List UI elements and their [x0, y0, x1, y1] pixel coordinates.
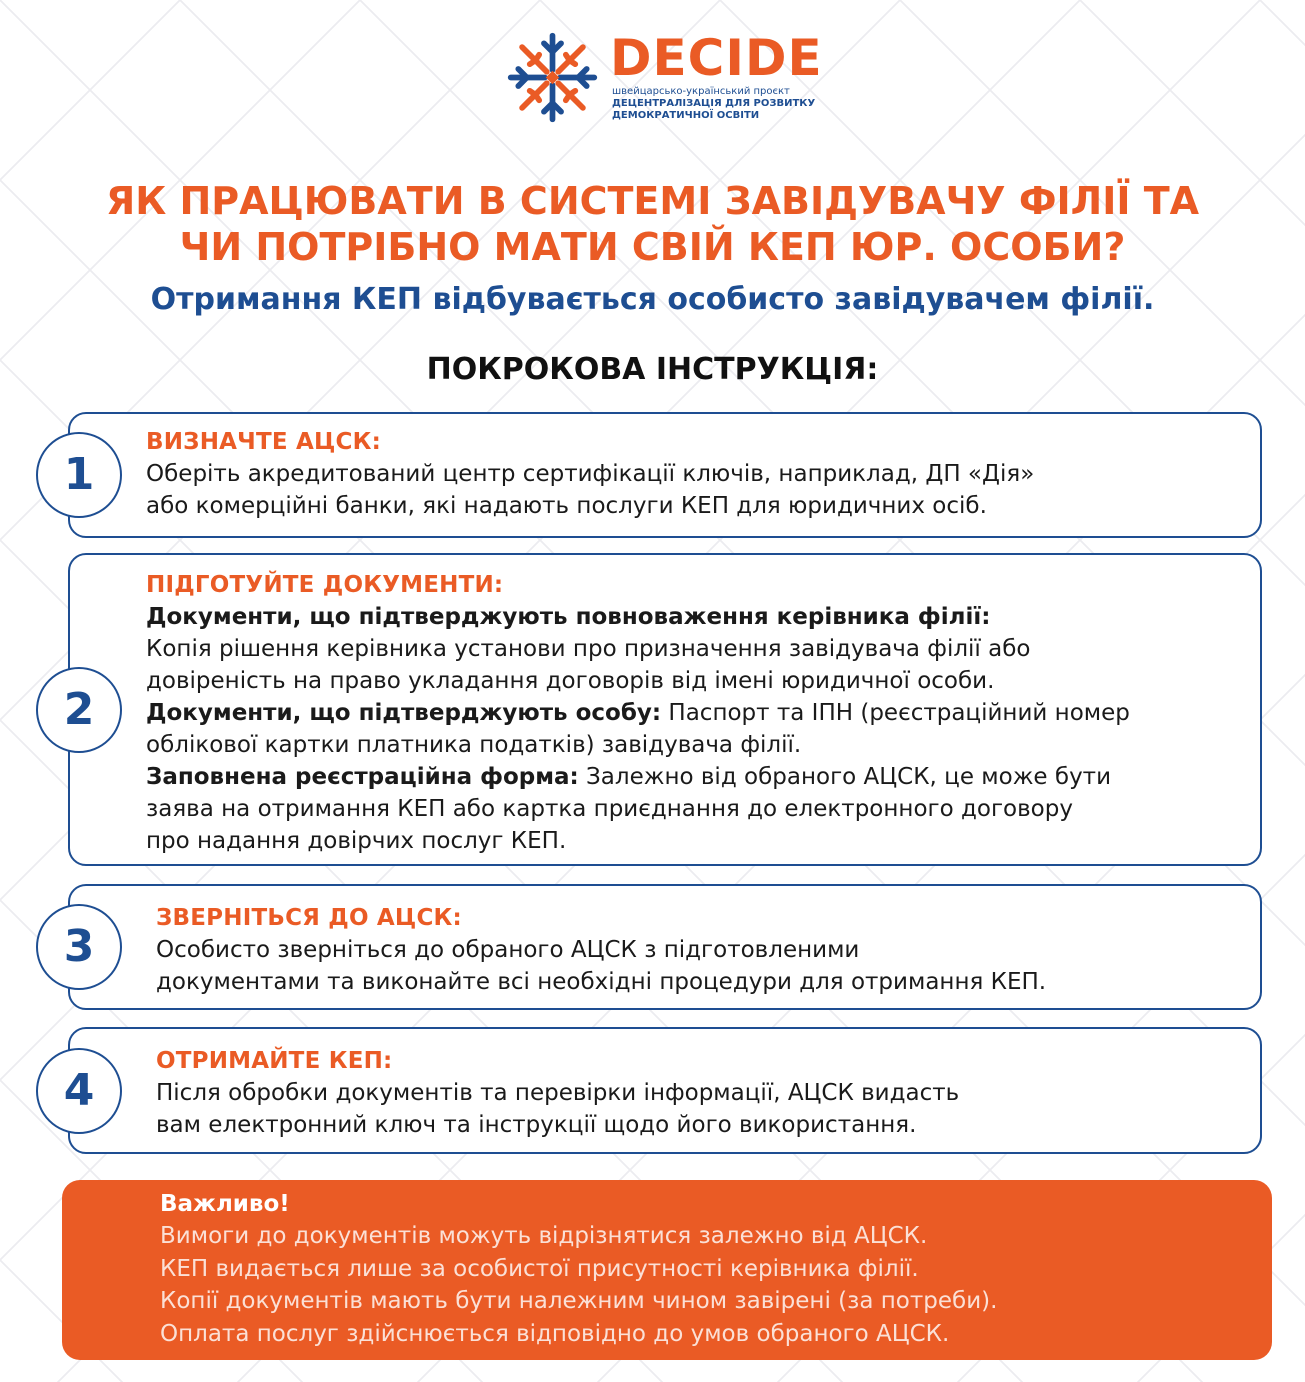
- step-1-heading: ВИЗНАЧТЕ АЦСК:: [146, 429, 381, 455]
- step-4-line-2: вам електронний ключ та інструкції щодо його використання.: [156, 1112, 917, 1138]
- step-card-3: [68, 884, 1262, 1010]
- important-line-2: КЕП видається лише за особистої присутності керівника філії.: [160, 1255, 919, 1282]
- step-2-bold-1: Документи, що підтверджують повноваження керівника філії:: [146, 604, 991, 630]
- logo-wordmark: DECIDE: [610, 29, 823, 87]
- step-3-line-2: документами та виконайте всі необхідні процедури для отримання КЕП.: [156, 969, 1047, 995]
- page-subtitle: Отримання КЕП відбувається особисто завідувачем філії.: [150, 282, 1155, 317]
- logo-tagline: [612, 86, 815, 122]
- step-2-line-3: Паспорт та ІПН (реєстраційний номер: [661, 700, 1130, 726]
- step-2-number-badge: 2: [36, 667, 122, 753]
- step-card-4: [68, 1027, 1262, 1154]
- step-1-number-badge: 1: [36, 432, 122, 518]
- step-card-2: [68, 553, 1262, 866]
- step-2-heading: ПІДГОТУЙТЕ ДОКУМЕНТИ:: [146, 572, 504, 598]
- step-card-1: [68, 412, 1262, 538]
- step-4-line-1: Після обробки документів та перевірки інформації, АЦСК видасть: [156, 1080, 960, 1106]
- important-line-3: Копії документів мають бути належним чином завірені (за потреби).: [160, 1288, 998, 1314]
- step-3-line-1: Особисто зверніться до обраного АЦСК з підготовленими: [156, 937, 860, 963]
- logo-tagline-1: швейцарсько-український проєкт: [612, 86, 790, 97]
- logo-tagline-3: ДЕМОКРАТИЧНОЇ ОСВІТИ: [612, 110, 760, 121]
- step-4-number-badge: 4: [36, 1048, 122, 1134]
- decide-logo: [505, 29, 823, 125]
- important-line-1: Вимоги до документів можуть відрізнятися залежно від АЦСК.: [160, 1223, 928, 1249]
- logo-tagline-2: ДЕЦЕНТРАЛІЗАЦІЯ ДЛЯ РОЗВИТКУ: [612, 98, 816, 109]
- important-heading: Важливо!: [160, 1191, 290, 1217]
- step-1-line-2: або комерційні банки, які надають послуги КЕП для юридичних осіб.: [146, 493, 987, 519]
- step-2-bold-2: Документи, що підтверджують особу:: [146, 700, 662, 726]
- step-2-line-5: Залежно від обраного АЦСК, це може бути: [578, 764, 1112, 790]
- step-4-heading: ОТРИМАЙТЕ КЕП:: [156, 1048, 393, 1074]
- page-title: [0, 178, 1305, 270]
- step-2-line-1: Копія рішення керівника установи про призначення завідувача філії або: [146, 636, 1031, 662]
- step-2-body: [146, 569, 1240, 857]
- step-2-bold-3: Заповнена реєстраційна форма:: [146, 764, 579, 790]
- page-title-line-2: ЧИ ПОТРІБНО МАТИ СВІЙ КЕП ЮР. ОСОБИ?: [179, 225, 1126, 269]
- important-notice: [62, 1180, 1272, 1360]
- snowflake-logo-icon: [505, 30, 600, 125]
- step-2-line-6: заява на отримання КЕП або картка приєднання до електронного договору: [146, 796, 1073, 822]
- step-1-line-1: Оберіть акредитований центр сертифікації ключів, наприклад, ДП «Дія»: [146, 461, 1035, 487]
- step-4-body: [156, 1045, 1240, 1141]
- step-1-body: [146, 426, 1240, 522]
- step-2-line-2: довіреність на право укладання договорів від імені юридичної особи.: [146, 668, 995, 694]
- page-title-line-1: ЯК ПРАЦЮВАТИ В СИСТЕМІ ЗАВІДУВАЧУ ФІЛІЇ ТА: [105, 179, 1200, 223]
- step-3-body: [156, 902, 1240, 998]
- step-2-line-7: про надання довірчих послуг КЕП.: [146, 828, 567, 854]
- steps-heading: ПОКРОКОВА ІНСТРУКЦІЯ:: [426, 352, 879, 387]
- step-2-line-4: облікової картки платника податків) завідувача філії.: [146, 732, 802, 758]
- important-line-4: Оплата послуг здійснюється відповідно до умов обраного АЦСК.: [160, 1320, 950, 1347]
- step-3-heading: ЗВЕРНІТЬСЯ ДО АЦСК:: [156, 905, 462, 931]
- step-3-number-badge: 3: [36, 904, 122, 990]
